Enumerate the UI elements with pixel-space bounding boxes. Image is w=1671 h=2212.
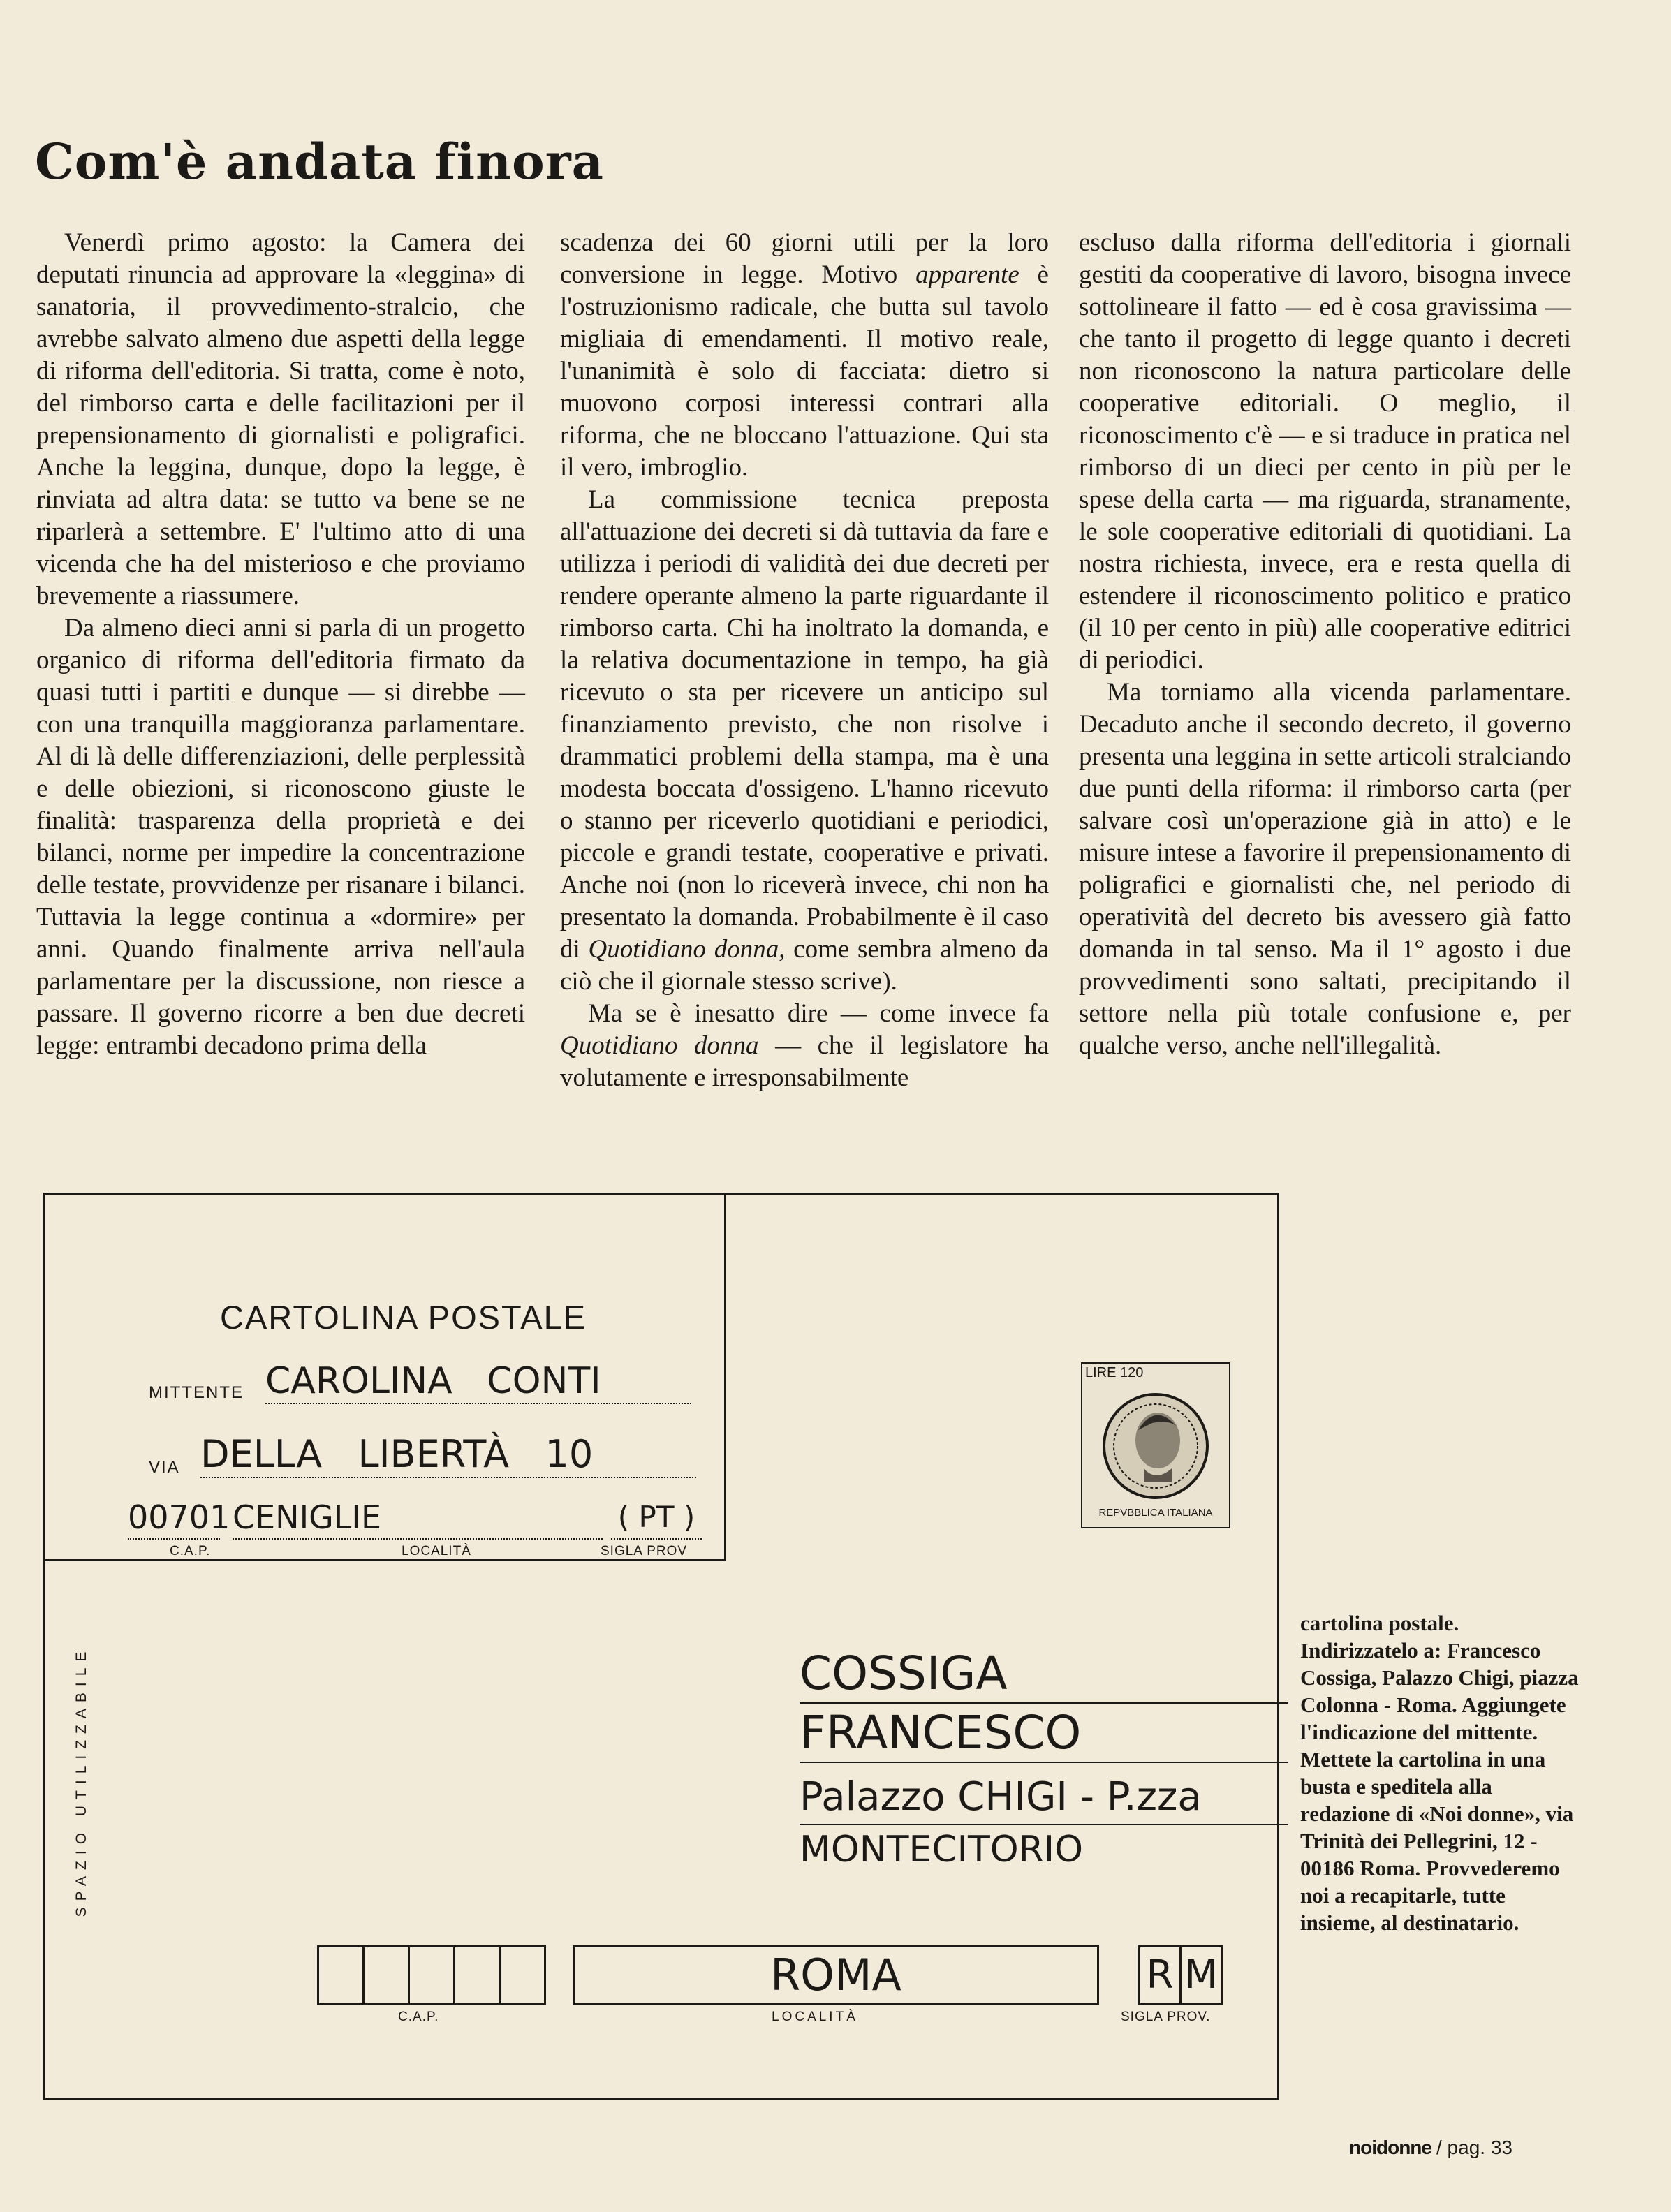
dest-sigla-boxes — [1138, 1945, 1223, 2005]
dest-cap-label: C.A.P. — [398, 2010, 439, 2024]
recipient-line-4: MONTECITORIO — [800, 1829, 1084, 1871]
article-title: Com'è andata finora — [35, 133, 604, 191]
article-column-3 — [1079, 227, 1571, 1062]
stamp-portrait-icon — [1082, 1364, 1229, 1527]
paragraph: Venerdì primo agosto: la Camera dei deputati rinuncia ad approvare la «leggina» di sanatoria, il provvedimento-stralcio, che avrebbe salvato almeno due aspetti della legge di riforma dell'editoria. Si tratta, come è noto, del rimborso carta e delle facilitazioni per il prepensionamento di giornalisti e poligrafici. Anche la leggina, dunque, dopo la legge, è rinviata ad altra data: se tutto va bene se ne riparlerà a settembre. E' l'ultimo atto di una vicenda che ha del misterioso e che proviamo brevemente a riassumere. — [36, 228, 525, 610]
via-label: VIA — [149, 1458, 180, 1477]
paragraph: La commissione tecnica preposta all'attuazione dei decreti si dà tuttavia da fare e utilizza i periodi di validità dei due decreti per rendere operante almeno la parte riguardante il rimborso carta. Chi ha inoltrato la domanda, e la relativa documentazione in tempo, ha già ricevuto o sta per ricevere un anticipo sul finanziamento previsto, che non risolve i drammatici problemi della stampa, ma è una modesta boccata d'ossigeno. L'hanno ricevuto o stanno per riceverlo quotidiani e periodici, piccole e grandi testate, cooperative e privati. Anche noi (non lo riceverà invece, chi non ha presentato la domanda. Probabilmente è il caso di Quotidiano donna, come sembra almeno da ciò che il giornale stesso scrive). — [560, 485, 1050, 996]
localita-label: LOCALITÀ — [402, 1544, 471, 1558]
stamp-value: LIRE 120 — [1085, 1365, 1144, 1380]
postcard-title: CARTOLINA POSTALE — [220, 1299, 587, 1336]
stamp-country: REPVBBLICA ITALIANA — [1098, 1507, 1213, 1519]
sidebar-note: cartolina postale. Indirizzatelo a: Francesco Cossiga, Palazzo Chigi, piazza Colonna - Roma. Aggiungete l'indicazione del mittente. Mettete la cartolina in una busta e speditela alla redazione di «Noi donne», via Trinità dei Pellegrini, 12 - 00186 Roma. Provvederemo noi a recapitarle, tutte insieme, al destinatario. — [1300, 1611, 1579, 1935]
paragraph: Da almeno dieci anni si parla di un progetto organico di riforma dell'editoria firmato da quasi tutti i partiti e dunque — si direbbe — con una tranquilla maggioranza parlamentare. Al di là delle differenziazioni, delle perplessità e delle obiezioni, si riconoscono giuste le finalità: trasparenza della proprietà e dei bilanci, norme per impedire la concentrazione delle testate, provvidenze per risanare i bilanci. Tuttavia la legge continua a «dormire» per anni. Quando finalmente arriva nell'aula parlamentare per la discussione, non riesce a passare. Il governo ricorre a ben due decreti legge: entrambi decadono prima della — [36, 614, 525, 1060]
dest-cap-boxes — [319, 1945, 546, 2005]
article-column-2 — [560, 227, 1049, 1094]
cap-value: 00701 — [128, 1496, 220, 1540]
paragraph: Ma torniamo alla vicenda parlamentare. Decaduto anche il secondo decreto, il governo presenta una leggina in sette articoli stralciando due punti della riforma: il rimborso carta (per salvare così un'operazione già in atto) e le misure intese a favorire il prepensionamento di poligrafici e giornalisti che, nel periodo di operatività del decreto bis avessero già fatto domanda in tal senso. Ma il 1° agosto i due provvedimenti sono saltati, precipitando il settore nella più totale confusione e, per qualche verso, anche nell'illegalità. — [1079, 678, 1571, 1060]
sigla-value: ( PT ) — [611, 1496, 702, 1540]
recipient-line-2: FRANCESCO — [800, 1704, 1288, 1763]
dest-sigla-b: M — [1179, 1945, 1223, 2005]
dest-city: ROMA — [770, 1949, 901, 2000]
paragraph: scadenza dei 60 giorni utili per la loro conversione in legge. Motivo apparente è l'ostruzionismo radicale, che butta sul tavolo migliaia di emendamenti. Il motivo reale, l'unanimità è solo di facciata: dietro si muovono corposi interessi contrari alla riforma, che ne bloccano l'attuazione. Qui sta il vero, imbroglio. — [560, 228, 1049, 482]
recipient-line-3: Palazzo CHIGI - P.zza — [800, 1771, 1288, 1825]
magazine-name: noidonne — [1349, 2137, 1431, 2158]
page-number: / pag. 33 — [1436, 2137, 1512, 2158]
recipient-line-1: COSSIGA — [800, 1645, 1288, 1704]
dest-city-box — [573, 1945, 1099, 2005]
localita-value: CENIGLIE — [233, 1496, 603, 1540]
spazio-utilizzabile-label: SPAZIO UTILIZZABILE — [73, 1645, 89, 1917]
dest-localita-label: LOCALITÀ — [772, 2010, 858, 2024]
paragraph: Ma se è inesatto dire — come invece fa Quotidiano donna — che il legislatore ha volutamente e irresponsabilmente — [560, 999, 1049, 1092]
paragraph: escluso dalla riforma dell'editoria i giornali gestiti da cooperative di lavoro, bisogna invece sottolineare il fatto — ed è cosa gravissima — che tanto il progetto di legge quanto i decreti non riconoscono la natura particolare delle cooperative editoriali. O meglio, il riconoscimento c'è — e si traduce in pratica nel rimborso di un dieci per cento in più per le spese della carta — ma riguarda, stranamente, le sole cooperative editoriali di quotidiani. La nostra richiesta, invece, era e resta quella di estendere il riconoscimento politico e pratico (il 10 per cento in più) alle cooperative editrici di periodici. — [1079, 228, 1571, 674]
postcard — [43, 1193, 1279, 2100]
sigla-label: SIGLA PROV — [601, 1544, 688, 1558]
cap-label: C.A.P. — [170, 1544, 211, 1558]
dest-sigla-a: R — [1138, 1945, 1182, 2005]
mittente-value: CAROLINA CONTI — [265, 1359, 691, 1404]
mittente-label: MITTENTE — [149, 1383, 244, 1402]
via-value: DELLA LIBERTÀ 10 — [200, 1432, 696, 1478]
article-column-1 — [36, 227, 525, 1062]
dest-sigla-label: SIGLA PROV. — [1121, 2010, 1211, 2024]
postage-stamp — [1081, 1362, 1230, 1528]
page-footer — [1349, 2137, 1512, 2160]
